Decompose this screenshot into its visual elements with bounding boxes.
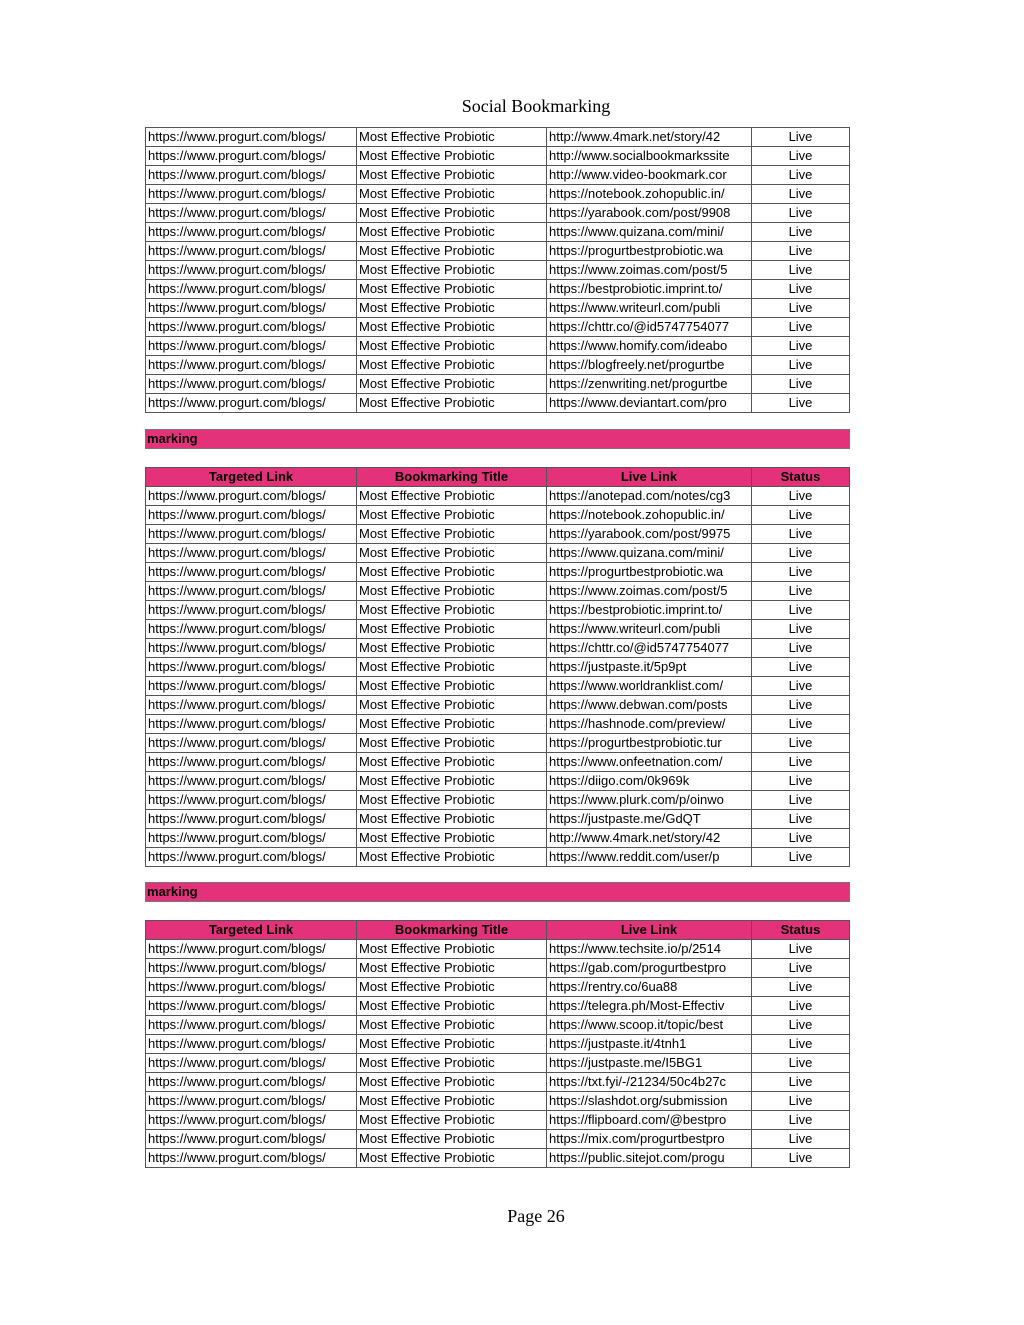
status-cell: Live	[752, 185, 850, 204]
status-cell: Live	[752, 753, 850, 772]
live-link-cell: https://www.deviantart.com/pro	[547, 394, 752, 413]
status-cell: Live	[752, 356, 850, 375]
status-cell: Live	[752, 1073, 850, 1092]
bookmarking-title-cell: Most Effective Probiotic	[357, 375, 547, 394]
bookmarking-title-cell: Most Effective Probiotic	[357, 829, 547, 848]
live-link-cell: https://chttr.co/@id5747754077	[547, 639, 752, 658]
bookmarking-title-cell: Most Effective Probiotic	[357, 677, 547, 696]
targeted-link-cell: https://www.progurt.com/blogs/	[146, 848, 357, 867]
header-targeted-link: Targeted Link	[146, 921, 357, 940]
targeted-link-cell: https://www.progurt.com/blogs/	[146, 1149, 357, 1168]
live-link-cell: https://www.reddit.com/user/p	[547, 848, 752, 867]
status-cell: Live	[752, 1092, 850, 1111]
table-body	[146, 940, 850, 1168]
live-link-cell: https://www.techsite.io/p/2514	[547, 940, 752, 959]
bookmarking-title-cell: Most Effective Probiotic	[357, 620, 547, 639]
status-cell: Live	[752, 1111, 850, 1130]
table-row	[146, 299, 850, 318]
live-link-cell: https://www.zoimas.com/post/5	[547, 582, 752, 601]
bookmarking-title-cell: Most Effective Probiotic	[357, 544, 547, 563]
bookmarking-title-cell: Most Effective Probiotic	[357, 734, 547, 753]
live-link-cell: https://www.writeurl.com/publi	[547, 299, 752, 318]
header-status: Status	[752, 921, 850, 940]
targeted-link-cell: https://www.progurt.com/blogs/	[146, 337, 357, 356]
table-row	[146, 658, 850, 677]
bookmarking-title-cell: Most Effective Probiotic	[357, 487, 547, 506]
bookmark-table-2	[145, 467, 850, 867]
targeted-link-cell: https://www.progurt.com/blogs/	[146, 506, 357, 525]
status-cell: Live	[752, 1054, 850, 1073]
table-row	[146, 544, 850, 563]
bookmarking-title-cell: Most Effective Probiotic	[357, 147, 547, 166]
bookmarking-title-cell: Most Effective Probiotic	[357, 1149, 547, 1168]
table-row	[146, 940, 850, 959]
section-band: marking	[145, 882, 850, 902]
header-status: Status	[752, 468, 850, 487]
table-row	[146, 1054, 850, 1073]
table-row	[146, 810, 850, 829]
live-link-cell: https://justpaste.it/4tnh1	[547, 1035, 752, 1054]
targeted-link-cell: https://www.progurt.com/blogs/	[146, 829, 357, 848]
live-link-cell: https://blogfreely.net/progurtbe	[547, 356, 752, 375]
targeted-link-cell: https://www.progurt.com/blogs/	[146, 658, 357, 677]
bookmarking-title-cell: Most Effective Probiotic	[357, 791, 547, 810]
table-row	[146, 1035, 850, 1054]
section-band: marking	[145, 429, 850, 449]
table-row	[146, 242, 850, 261]
bookmarking-title-cell: Most Effective Probiotic	[357, 506, 547, 525]
bookmarking-title-cell: Most Effective Probiotic	[357, 223, 547, 242]
live-link-cell: https://bestprobiotic.imprint.to/	[547, 280, 752, 299]
targeted-link-cell: https://www.progurt.com/blogs/	[146, 940, 357, 959]
table-body	[146, 487, 850, 867]
targeted-link-cell: https://www.progurt.com/blogs/	[146, 261, 357, 280]
bookmarking-title-cell: Most Effective Probiotic	[357, 356, 547, 375]
bookmarking-title-cell: Most Effective Probiotic	[357, 261, 547, 280]
targeted-link-cell: https://www.progurt.com/blogs/	[146, 1130, 357, 1149]
live-link-cell: http://www.socialbookmarkssite	[547, 147, 752, 166]
bookmarking-title-cell: Most Effective Probiotic	[357, 1111, 547, 1130]
status-cell: Live	[752, 299, 850, 318]
live-link-cell: https://justpaste.me/GdQT	[547, 810, 752, 829]
status-cell: Live	[752, 677, 850, 696]
live-link-cell: https://progurtbestprobiotic.wa	[547, 563, 752, 582]
bookmarking-title-cell: Most Effective Probiotic	[357, 959, 547, 978]
bookmarking-title-cell: Most Effective Probiotic	[357, 1016, 547, 1035]
bookmarking-title-cell: Most Effective Probiotic	[357, 658, 547, 677]
table-row	[146, 582, 850, 601]
targeted-link-cell: https://www.progurt.com/blogs/	[146, 356, 357, 375]
header-row	[146, 921, 850, 940]
bookmarking-title-cell: Most Effective Probiotic	[357, 280, 547, 299]
page-number: Page 26	[507, 1206, 565, 1226]
targeted-link-cell: https://www.progurt.com/blogs/	[146, 487, 357, 506]
bookmarking-title-cell: Most Effective Probiotic	[357, 185, 547, 204]
bookmarking-title-cell: Most Effective Probiotic	[357, 1092, 547, 1111]
table-row	[146, 223, 850, 242]
bookmarking-title-cell: Most Effective Probiotic	[357, 810, 547, 829]
bookmarking-title-cell: Most Effective Probiotic	[357, 1073, 547, 1092]
status-cell: Live	[752, 394, 850, 413]
targeted-link-cell: https://www.progurt.com/blogs/	[146, 810, 357, 829]
live-link-cell: https://justpaste.it/5p9pt	[547, 658, 752, 677]
table-row	[146, 677, 850, 696]
live-link-cell: https://www.worldranklist.com/	[547, 677, 752, 696]
live-link-cell: http://www.video-bookmark.cor	[547, 166, 752, 185]
status-cell: Live	[752, 261, 850, 280]
live-link-cell: https://www.homify.com/ideabo	[547, 337, 752, 356]
targeted-link-cell: https://www.progurt.com/blogs/	[146, 772, 357, 791]
bookmarking-title-cell: Most Effective Probiotic	[357, 525, 547, 544]
status-cell: Live	[752, 620, 850, 639]
table-row	[146, 563, 850, 582]
bookmarking-title-cell: Most Effective Probiotic	[357, 715, 547, 734]
targeted-link-cell: https://www.progurt.com/blogs/	[146, 242, 357, 261]
table-row	[146, 204, 850, 223]
targeted-link-cell: https://www.progurt.com/blogs/	[146, 1035, 357, 1054]
live-link-cell: https://telegra.ph/Most-Effectiv	[547, 997, 752, 1016]
live-link-cell: https://gab.com/progurtbestpro	[547, 959, 752, 978]
live-link-cell: https://progurtbestprobiotic.wa	[547, 242, 752, 261]
status-cell: Live	[752, 734, 850, 753]
targeted-link-cell: https://www.progurt.com/blogs/	[146, 166, 357, 185]
live-link-cell: https://www.debwan.com/posts	[547, 696, 752, 715]
status-cell: Live	[752, 658, 850, 677]
targeted-link-cell: https://www.progurt.com/blogs/	[146, 620, 357, 639]
bookmarking-title-cell: Most Effective Probiotic	[357, 128, 547, 147]
status-cell: Live	[752, 582, 850, 601]
status-cell: Live	[752, 810, 850, 829]
table-row	[146, 356, 850, 375]
table-row	[146, 147, 850, 166]
targeted-link-cell: https://www.progurt.com/blogs/	[146, 1073, 357, 1092]
targeted-link-cell: https://www.progurt.com/blogs/	[146, 318, 357, 337]
live-link-cell: https://zenwriting.net/progurtbe	[547, 375, 752, 394]
live-link-cell: https://rentry.co/6ua88	[547, 978, 752, 997]
live-link-cell: https://notebook.zohopublic.in/	[547, 506, 752, 525]
bookmarking-title-cell: Most Effective Probiotic	[357, 1130, 547, 1149]
targeted-link-cell: https://www.progurt.com/blogs/	[146, 544, 357, 563]
targeted-link-cell: https://www.progurt.com/blogs/	[146, 375, 357, 394]
live-link-cell: https://www.plurk.com/p/oinwo	[547, 791, 752, 810]
header-targeted-link: Targeted Link	[146, 468, 357, 487]
table-row	[146, 601, 850, 620]
targeted-link-cell: https://www.progurt.com/blogs/	[146, 185, 357, 204]
table-row	[146, 959, 850, 978]
table-row	[146, 772, 850, 791]
header-live-link: Live Link	[547, 921, 752, 940]
targeted-link-cell: https://www.progurt.com/blogs/	[146, 601, 357, 620]
bookmarking-title-cell: Most Effective Probiotic	[357, 318, 547, 337]
header-live-link: Live Link	[547, 468, 752, 487]
status-cell: Live	[752, 147, 850, 166]
targeted-link-cell: https://www.progurt.com/blogs/	[146, 696, 357, 715]
targeted-link-cell: https://www.progurt.com/blogs/	[146, 677, 357, 696]
table-row	[146, 375, 850, 394]
status-cell: Live	[752, 204, 850, 223]
live-link-cell: https://txt.fyi/-/21234/50c4b27c	[547, 1073, 752, 1092]
bookmarking-title-cell: Most Effective Probiotic	[357, 299, 547, 318]
status-cell: Live	[752, 128, 850, 147]
targeted-link-cell: https://www.progurt.com/blogs/	[146, 1016, 357, 1035]
live-link-cell: https://flipboard.com/@bestpro	[547, 1111, 752, 1130]
live-link-cell: https://www.quizana.com/mini/	[547, 223, 752, 242]
targeted-link-cell: https://www.progurt.com/blogs/	[146, 978, 357, 997]
targeted-link-cell: https://www.progurt.com/blogs/	[146, 1111, 357, 1130]
bookmark-table-3	[145, 920, 850, 1168]
status-cell: Live	[752, 1130, 850, 1149]
status-cell: Live	[752, 829, 850, 848]
table-row	[146, 1016, 850, 1035]
status-cell: Live	[752, 318, 850, 337]
status-cell: Live	[752, 525, 850, 544]
live-link-cell: https://yarabook.com/post/9908	[547, 204, 752, 223]
table-row	[146, 506, 850, 525]
bookmarking-title-cell: Most Effective Probiotic	[357, 753, 547, 772]
status-cell: Live	[752, 772, 850, 791]
status-cell: Live	[752, 978, 850, 997]
targeted-link-cell: https://www.progurt.com/blogs/	[146, 147, 357, 166]
bookmarking-title-cell: Most Effective Probiotic	[357, 242, 547, 261]
live-link-cell: https://yarabook.com/post/9975	[547, 525, 752, 544]
table-row	[146, 525, 850, 544]
bookmarking-title-cell: Most Effective Probiotic	[357, 978, 547, 997]
live-link-cell: http://www.4mark.net/story/42	[547, 128, 752, 147]
targeted-link-cell: https://www.progurt.com/blogs/	[146, 734, 357, 753]
targeted-link-cell: https://www.progurt.com/blogs/	[146, 753, 357, 772]
bookmarking-title-cell: Most Effective Probiotic	[357, 394, 547, 413]
status-cell: Live	[752, 487, 850, 506]
bookmarking-title-cell: Most Effective Probiotic	[357, 166, 547, 185]
targeted-link-cell: https://www.progurt.com/blogs/	[146, 299, 357, 318]
table-row	[146, 753, 850, 772]
bookmarking-title-cell: Most Effective Probiotic	[357, 848, 547, 867]
bookmarking-title-cell: Most Effective Probiotic	[357, 204, 547, 223]
status-cell: Live	[752, 639, 850, 658]
status-cell: Live	[752, 506, 850, 525]
status-cell: Live	[752, 696, 850, 715]
status-cell: Live	[752, 1035, 850, 1054]
live-link-cell: https://chttr.co/@id5747754077	[547, 318, 752, 337]
status-cell: Live	[752, 280, 850, 299]
table-row	[146, 997, 850, 1016]
table-row	[146, 394, 850, 413]
live-link-cell: https://mix.com/progurtbestpro	[547, 1130, 752, 1149]
table-row	[146, 1149, 850, 1168]
bookmarking-title-cell: Most Effective Probiotic	[357, 563, 547, 582]
table-row	[146, 829, 850, 848]
bookmarking-title-cell: Most Effective Probiotic	[357, 337, 547, 356]
status-cell: Live	[752, 166, 850, 185]
bookmarking-title-cell: Most Effective Probiotic	[357, 772, 547, 791]
targeted-link-cell: https://www.progurt.com/blogs/	[146, 997, 357, 1016]
targeted-link-cell: https://www.progurt.com/blogs/	[146, 394, 357, 413]
table-row	[146, 128, 850, 147]
table-row	[146, 620, 850, 639]
bookmarking-title-cell: Most Effective Probiotic	[357, 997, 547, 1016]
status-cell: Live	[752, 544, 850, 563]
status-cell: Live	[752, 601, 850, 620]
table-row	[146, 696, 850, 715]
status-cell: Live	[752, 791, 850, 810]
status-cell: Live	[752, 715, 850, 734]
live-link-cell: https://www.onfeetnation.com/	[547, 753, 752, 772]
live-link-cell: https://progurtbestprobiotic.tur	[547, 734, 752, 753]
status-cell: Live	[752, 940, 850, 959]
live-link-cell: https://notebook.zohopublic.in/	[547, 185, 752, 204]
status-cell: Live	[752, 337, 850, 356]
table-row	[146, 1130, 850, 1149]
table-row	[146, 848, 850, 867]
live-link-cell: https://www.zoimas.com/post/5	[547, 261, 752, 280]
targeted-link-cell: https://www.progurt.com/blogs/	[146, 128, 357, 147]
bookmarking-title-cell: Most Effective Probiotic	[357, 1035, 547, 1054]
status-cell: Live	[752, 1149, 850, 1168]
targeted-link-cell: https://www.progurt.com/blogs/	[146, 1054, 357, 1073]
targeted-link-cell: https://www.progurt.com/blogs/	[146, 959, 357, 978]
live-link-cell: https://slashdot.org/submission	[547, 1092, 752, 1111]
targeted-link-cell: https://www.progurt.com/blogs/	[146, 791, 357, 810]
live-link-cell: https://diigo.com/0k969k	[547, 772, 752, 791]
bookmarking-title-cell: Most Effective Probiotic	[357, 601, 547, 620]
targeted-link-cell: https://www.progurt.com/blogs/	[146, 639, 357, 658]
table-row	[146, 791, 850, 810]
live-link-cell: https://anotepad.com/notes/cg3	[547, 487, 752, 506]
targeted-link-cell: https://www.progurt.com/blogs/	[146, 223, 357, 242]
status-cell: Live	[752, 375, 850, 394]
live-link-cell: https://public.sitejot.com/progu	[547, 1149, 752, 1168]
bookmarking-title-cell: Most Effective Probiotic	[357, 696, 547, 715]
table-row	[146, 261, 850, 280]
status-cell: Live	[752, 997, 850, 1016]
bookmarking-title-cell: Most Effective Probiotic	[357, 940, 547, 959]
live-link-cell: http://www.4mark.net/story/42	[547, 829, 752, 848]
table-row	[146, 185, 850, 204]
table-row	[146, 337, 850, 356]
table-row	[146, 166, 850, 185]
live-link-cell: https://bestprobiotic.imprint.to/	[547, 601, 752, 620]
targeted-link-cell: https://www.progurt.com/blogs/	[146, 525, 357, 544]
live-link-cell: https://www.quizana.com/mini/	[547, 544, 752, 563]
header-bookmarking-title: Bookmarking Title	[357, 921, 547, 940]
targeted-link-cell: https://www.progurt.com/blogs/	[146, 582, 357, 601]
status-cell: Live	[752, 223, 850, 242]
table-row	[146, 715, 850, 734]
status-cell: Live	[752, 242, 850, 261]
table-row	[146, 1092, 850, 1111]
bookmarking-title-cell: Most Effective Probiotic	[357, 582, 547, 601]
table-row	[146, 318, 850, 337]
bookmarking-title-cell: Most Effective Probiotic	[357, 639, 547, 658]
live-link-cell: https://hashnode.com/preview/	[547, 715, 752, 734]
targeted-link-cell: https://www.progurt.com/blogs/	[146, 715, 357, 734]
targeted-link-cell: https://www.progurt.com/blogs/	[146, 280, 357, 299]
status-cell: Live	[752, 1016, 850, 1035]
targeted-link-cell: https://www.progurt.com/blogs/	[146, 563, 357, 582]
header-row	[146, 468, 850, 487]
table-row	[146, 639, 850, 658]
table-row	[146, 1111, 850, 1130]
live-link-cell: https://justpaste.me/I5BG1	[547, 1054, 752, 1073]
table-body	[146, 128, 850, 413]
bookmarking-title-cell: Most Effective Probiotic	[357, 1054, 547, 1073]
status-cell: Live	[752, 848, 850, 867]
header-bookmarking-title: Bookmarking Title	[357, 468, 547, 487]
status-cell: Live	[752, 563, 850, 582]
table-row	[146, 487, 850, 506]
table-row	[146, 1073, 850, 1092]
live-link-cell: https://www.writeurl.com/publi	[547, 620, 752, 639]
bookmark-table-1	[145, 127, 850, 413]
page-title: Social Bookmarking	[461, 96, 611, 116]
targeted-link-cell: https://www.progurt.com/blogs/	[146, 1092, 357, 1111]
status-cell: Live	[752, 959, 850, 978]
live-link-cell: https://www.scoop.it/topic/best	[547, 1016, 752, 1035]
targeted-link-cell: https://www.progurt.com/blogs/	[146, 204, 357, 223]
table-row	[146, 978, 850, 997]
table-row	[146, 734, 850, 753]
table-row	[146, 280, 850, 299]
